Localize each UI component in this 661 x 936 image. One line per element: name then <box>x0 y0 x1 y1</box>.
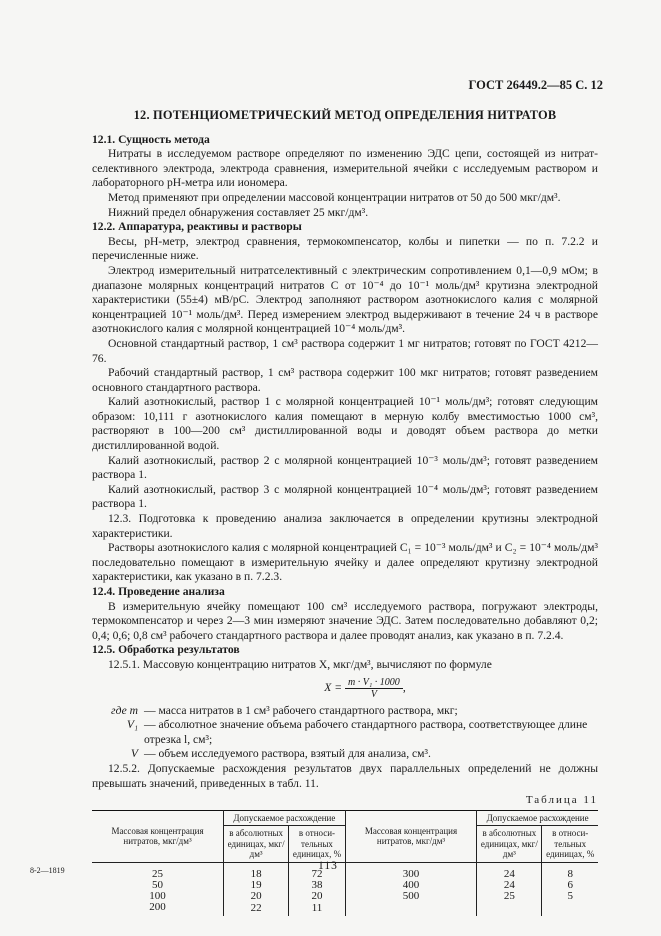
table-cell: 38 <box>289 880 346 891</box>
table-cell: 50 <box>92 880 224 891</box>
table-header-concentration: Массовая концентрация нитратов, мкг/дм³ <box>345 810 477 862</box>
where-text: — объем исследуемого раствора, взятый для анализа, см³. <box>144 747 431 761</box>
table-header-concentration: Массовая концентрация нитратов, мкг/дм³ <box>92 810 224 862</box>
table-cell: 8 <box>542 862 598 880</box>
paragraph: Метод применяют при определении массовой концентрации нитратов от 50 до 500 мкг/дм³. <box>108 190 561 204</box>
paragraph: Электрод измерительный нитратселективный с электрическим сопротивлением 0,1—0,9 мОм; в диапазоне молярных концентраций нитратов C от 10⁻⁴ до 10⁻¹ моль/дм³ крутизна электродной характеристики (55±4) мВ/pC. Электрод заполняют раствором азотнокислого калия с молярной концентрацией 10⁻¹ моль/дм³. Перед измерением электрод выдерживают в течение 24 ч в растворе азотнокислого калия с молярной концентрацией 10⁻⁴ моль/дм³. <box>92 263 598 336</box>
where-text: — абсолютное значение объема рабочего стандартного раствора, соответствующее длине отрезка l, см³; <box>144 718 588 746</box>
table-cell <box>345 902 477 916</box>
paragraph: 12.5.1. Массовую концентрацию нитратов X, мкг/дм³, вычисляют по формуле <box>108 657 492 671</box>
table-cell: 25 <box>477 891 542 902</box>
paragraph: Калий азотнокислый, раствор 2 с молярной концентрацией 10⁻³ моль/дм³; готовят разведением раствора 1. <box>92 453 598 482</box>
table-caption: Таблица 11 <box>525 794 598 807</box>
where-symbol: V₁ <box>126 718 138 732</box>
table-cell: 300 <box>345 862 477 880</box>
formula-denominator: V <box>370 688 377 700</box>
table-cell: 100 <box>92 891 224 902</box>
table-cell: 19 <box>224 880 289 891</box>
paragraph: Калий азотнокислый, раствор 1 с молярной концентрацией 10⁻¹ моль/дм³; готовят следующим образом: 10,111 г азотнокислого калия помещают в мерную колбу вместимостью 1000 см³, растворяют в 100—200 см³ дистиллированной воды и доводят объем раствора до метки дистиллированной водой. <box>92 395 598 453</box>
formula <box>132 677 598 700</box>
where-symbol: где m <box>111 703 138 717</box>
table-cell: 500 <box>345 891 477 902</box>
section-title: 12. ПОТЕНЦИОМЕТРИЧЕСКИЙ МЕТОД ОПРЕДЕЛЕНИЯ НИТРАТОВ <box>133 108 557 122</box>
table-cell: 5 <box>542 891 598 902</box>
paragraph: Рабочий стандартный раствор, 1 см³ раствора содержит 100 мкг нитратов; готовят разведением основного стандартного раствора. <box>92 366 598 394</box>
paragraph: Нитраты в исследуемом растворе определяют по изменению ЭДС цепи, состоящей из нитрат-селективного электрода, электрода сравнения, измерительной ячейки с исследуемым раствором и лабораторного pH-метра или иономера. <box>92 147 598 190</box>
formula-numerator: m · V₁ · 1000 <box>345 677 403 689</box>
table-cell: 200 <box>92 902 224 916</box>
table-cell <box>542 902 598 916</box>
table-header-deviation: Допускаемое расхождение <box>477 810 598 826</box>
formula-lhs: X = <box>324 680 343 694</box>
paragraph-12-3: 12.3. Подготовка к проведению анализа заключается в определении крутизны электродной характеристики. <box>92 512 598 540</box>
table-row <box>92 880 598 891</box>
table-cell: 11 <box>289 902 346 916</box>
formula-tail: , <box>402 680 406 694</box>
where-text: — масса нитратов в 1 см³ рабочего стандартного раствора, мкг; <box>144 703 458 717</box>
subsection-heading-12-2: 12.2. Аппаратура, реактивы и растворы <box>92 220 302 234</box>
subsection-heading-12-4: 12.4. Проведение анализа <box>92 585 225 598</box>
table-cell: 24 <box>477 862 542 880</box>
paragraph: Растворы азотнокислого калия с молярной концентрацией C₁ = 10⁻³ моль/дм³ и C₂ = 10⁻⁴ моль/дм³ последовательно помещают в измерительную ячейку и далее определяют крутизну электродной характеристики, как указано в п. 7.2.3. <box>92 541 598 584</box>
table-row <box>92 891 598 902</box>
table-header-deviation: Допускаемое расхождение <box>224 810 346 826</box>
tolerance-table <box>92 810 598 916</box>
print-code: 8-2—1819 <box>30 866 65 875</box>
where-item <box>92 747 598 762</box>
table-cell <box>477 902 542 916</box>
table-cell: 400 <box>345 880 477 891</box>
table-cell: 6 <box>542 880 598 891</box>
table-row <box>92 902 598 916</box>
where-item <box>92 704 598 719</box>
where-item <box>92 718 598 747</box>
paragraph: В измерительную ячейку помещают 100 см³ исследуемого раствора, погружают электроды, термокомпенсатор и через 2—3 мин измеряют значение ЭДС. Затем последовательно добавляют 0,2; 0,4; 0,6; 0,8 см³ рабочего стандартного раствора и далее проводят анализ, как указано в п. 7.2.4. <box>92 599 598 642</box>
table-cell: 24 <box>477 880 542 891</box>
paragraph: 12.5.2. Допускаемые расхождения результатов двух параллельных определений не должны превышать значений, приведенных в табл. 11. <box>92 761 598 790</box>
table-header-absolute: в абсолютных единицах, мкг/дм³ <box>477 826 542 863</box>
subsection-heading-12-5: 12.5. Обработка результатов <box>92 643 240 657</box>
page-number: 113 <box>318 860 338 872</box>
table-header-relative: в относи-тельных единицах, % <box>289 826 346 863</box>
table-cell: 18 <box>224 862 289 880</box>
table-header-relative: в относи-тельных единицах, % <box>542 826 598 863</box>
table-cell: 20 <box>224 891 289 902</box>
table-cell: 20 <box>289 891 346 902</box>
formula-fraction <box>345 677 403 700</box>
table-header-absolute: в абсолютных единицах, мкг/дм³ <box>224 826 289 863</box>
table-cell: 72 <box>289 862 346 880</box>
table-cell: 22 <box>224 902 289 916</box>
subsection-heading-12-1: 12.1. Сущность метода <box>92 132 210 146</box>
where-symbol: V <box>130 747 138 761</box>
paragraph: Калий азотнокислый, раствор 3 с молярной концентрацией 10⁻⁴ моль/дм³; готовят разведением раствора 1. <box>92 482 598 511</box>
document-body <box>92 108 598 916</box>
table-cell: 25 <box>92 862 224 880</box>
page-header: ГОСТ 26449.2—85 С. 12 <box>468 78 603 92</box>
paragraph: Весы, pH-метр, электрод сравнения, термокомпенсатор, колбы и пипетки — по п. 7.2.2 и перечисленные ниже. <box>92 234 598 263</box>
paragraph: Нижний предел обнаружения составляет 25 мкг/дм³. <box>108 205 369 219</box>
paragraph: Основной стандартный раствор, 1 см³ раствора содержит 1 мг нитратов; готовят по ГОСТ 4212—76. <box>92 336 598 365</box>
table-row <box>92 862 598 880</box>
